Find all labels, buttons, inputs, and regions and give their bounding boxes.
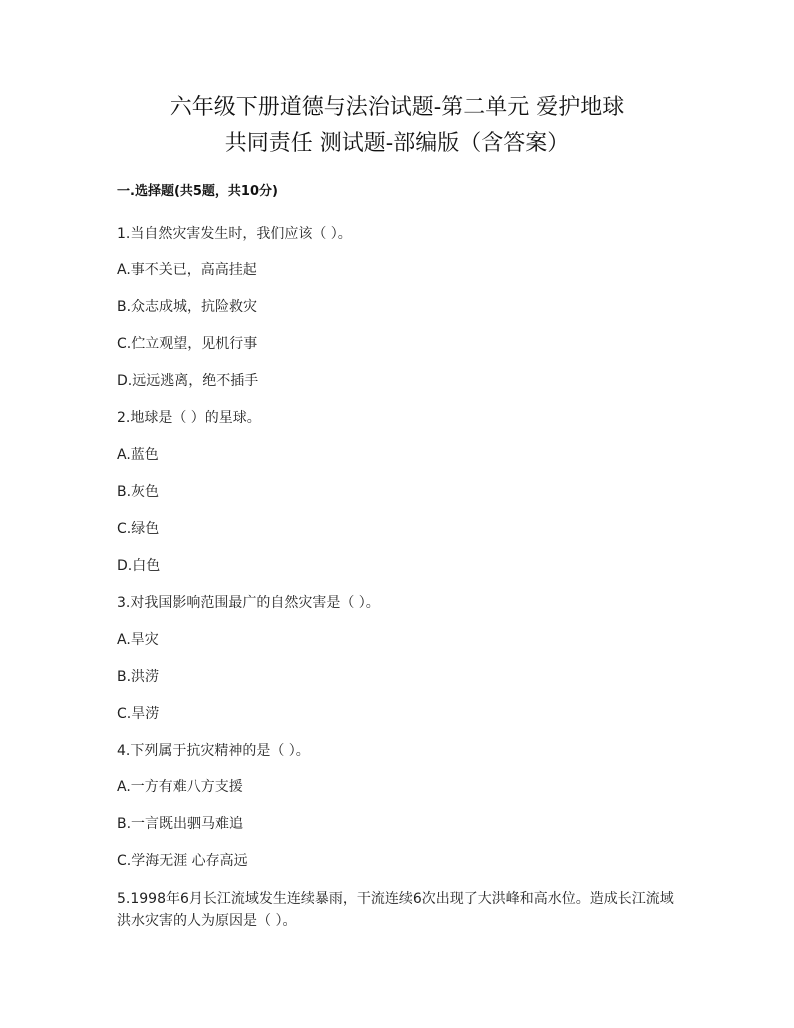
answer-option: A.一方有难八方支援 [117,779,243,795]
section-heading: 一.选择题(共5题，共10分) [117,184,278,199]
document-title-line-2: 共同责任 测试题-部编版（含答案） [224,131,570,156]
document-title-line-1: 六年级下册道德与法治试题-第二单元 爱护地球 [169,95,625,120]
answer-option: A.旱灾 [117,632,159,648]
question-stem: 1.当自然灾害发生时，我们应该（ ）。 [117,226,352,242]
question-stem: 2.地球是（ ）的星球。 [117,410,261,426]
answer-option: C.伫立观望，见机行事 [117,336,258,352]
answer-option: A.蓝色 [117,447,159,463]
answer-option: C.旱涝 [117,706,160,722]
question-stem: 5.1998年6月长江流域发生连续暴雨，干流连续6次出现了大洪峰和高水位。造成长江流域洪水灾害的人为原因是（ ）。 [117,891,674,929]
answer-option: B.一言既出驷马难追 [117,816,244,832]
question-stem: 4.下列属于抗灾精神的是（ ）。 [117,743,310,759]
answer-option: A.事不关已，高高挂起 [117,262,257,278]
answer-option: B.众志成城，抗险救灾 [117,299,258,315]
answer-option: C.学海无涯 心存高远 [117,853,248,869]
answer-option: D.白色 [117,558,161,574]
answer-option: C.绿色 [117,521,160,537]
answer-option: D.远远逃离，绝不插手 [117,373,259,389]
answer-option: B.灰色 [117,484,160,500]
question-stem: 3.对我国影响范围最广的自然灾害是（ ）。 [117,595,380,611]
answer-option: B.洪涝 [117,669,160,685]
